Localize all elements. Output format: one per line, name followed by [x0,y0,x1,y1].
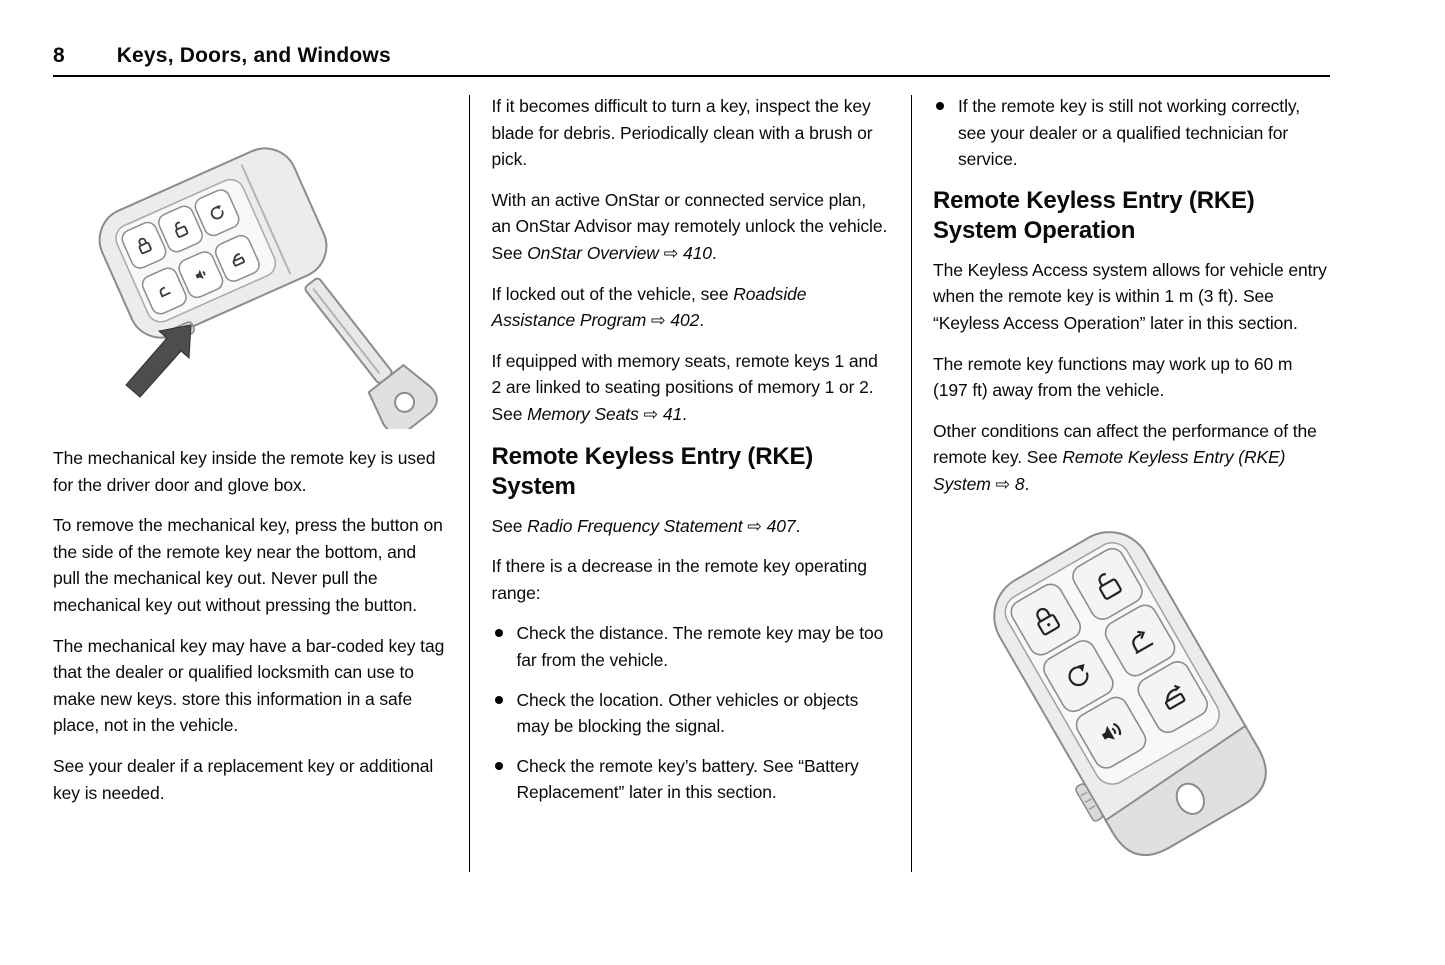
paragraph: If locked out of the vehicle, see Roadside Assistance Program ⇨ 402. [491,283,807,331]
rke-fob-figure [933,512,1330,880]
paragraph: To remove the mechanical key, press the button on the side of the remote key near the bottom, and pull the mechanical key out. Never pull the mechanical key out without pressing the button. [53,515,443,615]
page-header [53,44,1330,68]
rke-fob-figure-svg [933,512,1329,880]
list-item: Check the remote key’s battery. See “Battery Replacement” later in this section. [492,753,889,806]
rke-check-list [492,620,889,806]
paragraph: If it becomes difficult to turn a key, inspect the key blade for debris. Periodically clean with a brush or pick. [491,96,873,170]
paragraph: The mechanical key inside the remote key is used for the driver door and glove box. [53,448,436,495]
rke-check-list-continued [933,93,1330,173]
paragraph: Other conditions can affect the performance of the remote key. See Remote Keyless Entry (RKE) System ⇨ 8. [933,420,1317,494]
column-divider [469,95,470,872]
paragraph: If there is a decrease in the remote key operating range: [491,556,867,603]
remote-key-fob [970,516,1279,873]
section-heading-rke-operation: Remote Keyless Entry (RKE) System Operation [933,186,1255,244]
column-middle [492,93,889,880]
column-right [933,93,1330,880]
chapter-title: Keys, Doors, and Windows [116,44,391,67]
mechanical-key-figure-svg [53,93,445,429]
paragraph: The remote key functions may work up to 60 m (197 ft) away from the vehicle. [933,353,1293,401]
paragraph: See Radio Frequency Statement ⇨ 407. [491,515,801,536]
page-number: 8 [53,44,65,67]
content-columns [53,93,1330,880]
paragraph: The mechanical key may have a bar-coded key tag that the dealer or qualified locksmith can use to make new keys. store this information in a safe place, not in the vehicle. [53,635,445,736]
mechanical-key-blade [287,264,443,429]
column-left [53,93,447,880]
list-item: Check the location. Other vehicles or objects may be blocking the signal. [492,687,889,740]
paragraph: If equipped with memory seats, remote keys 1 and 2 are linked to seating positions of memory 1 or 2. See Memory Seats ⇨ 41. [491,350,878,424]
column-divider [911,95,912,872]
paragraph: With an active OnStar or connected service plan, an OnStar Advisor may remotely unlock the vehicle. See OnStar Overview ⇨ 410. [491,189,888,263]
paragraph: The Keyless Access system allows for vehicle entry when the remote key is within 1 m (3 ft). See “Keyless Access Operation” later in this section. [933,259,1327,333]
mechanical-key-figure [53,93,447,429]
list-item: Check the distance. The remote key may be too far from the vehicle. [492,620,889,673]
list-item: If the remote key is still not working correctly, see your dealer or a qualified technician for service. [933,93,1330,173]
header-rule [53,75,1330,77]
section-heading-rke-system: Remote Keyless Entry (RKE) System [491,442,814,500]
remote-key-fob [89,138,339,353]
paragraph: See your dealer if a replacement key or additional key is needed. [53,755,434,803]
